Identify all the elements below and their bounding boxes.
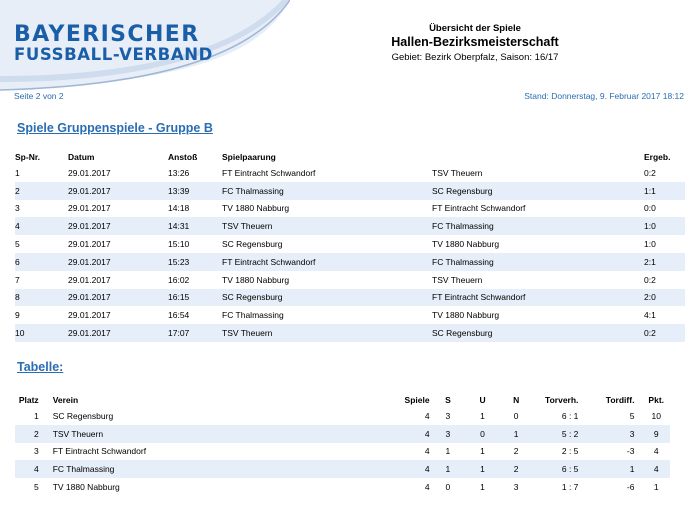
standing-wins: 3 [445,410,451,421]
standing-points: 9 [642,425,670,443]
standing-wins: 1 [430,460,467,478]
standing-draws: 1 [480,410,485,421]
standing-club: TV 1880 Nabburg [52,482,120,493]
game-kickoff: 13:39 [168,182,222,200]
standing-place: 5 [33,482,39,493]
standing-losses: 3 [513,482,519,493]
col-header-date: Datum [68,152,95,162]
game-result: 0:2 [644,324,685,342]
game-result: 1:0 [644,239,656,250]
game-home-team: FT Eintracht Schwandorf [222,253,432,271]
game-kickoff: 14:18 [168,203,190,214]
standing-wins: 1 [445,446,451,457]
standings-section-title: Tabelle: [17,360,64,374]
game-home-team: TSV Theuern [222,324,432,342]
game-kickoff: 17:07 [168,324,222,342]
standing-losses: 0 [513,410,519,421]
page-number: Seite 2 von 2 [14,91,64,101]
game-date: 29.01.2017 [68,203,111,214]
game-date: 29.01.2017 [68,167,111,178]
standing-club: FT Eintracht Schwandorf [52,446,147,457]
col-header-nr: Sp-Nr. [15,152,41,162]
col-header-club: Verein [52,395,79,405]
standing-club: SC Regensburg [52,410,114,421]
standing-diff: 3 [586,425,642,443]
game-result: 2:0 [644,289,685,307]
col-header-kickoff: Anstoß [168,152,198,162]
standing-place: 3 [33,446,39,457]
col-header-result: Ergeb. [644,152,671,162]
standing-losses: 2 [499,460,534,478]
standing-place: 4 [15,460,53,478]
game-away-team: FT Eintracht Schwandorf [432,203,526,214]
standings-table [15,393,670,496]
game-number: 10 [15,324,68,342]
games-table [15,150,685,342]
standing-points: 4 [642,460,670,478]
standing-goals: 5 : 2 [533,425,586,443]
game-kickoff: 16:54 [168,310,190,321]
game-date: 29.01.2017 [68,324,168,342]
standing-games: 4 [424,446,430,457]
game-result: 2:1 [644,253,685,271]
standing-losses: 2 [513,446,519,457]
standing-draws: 1 [466,460,499,478]
standing-club: FC Thalmassing [53,460,374,478]
game-number: 2 [15,182,68,200]
game-away-team: TSV Theuern [432,167,483,178]
game-home-team: SC Regensburg [222,239,283,250]
table-row [15,253,685,271]
game-home-team: SC Regensburg [222,289,432,307]
game-kickoff: 15:23 [168,253,222,271]
game-date: 29.01.2017 [68,289,168,307]
game-kickoff: 14:31 [168,217,222,235]
col-header-pairing-away [432,150,644,164]
standing-diff: -6 [626,482,635,493]
col-header-draws: U [479,395,486,405]
game-result: 0:0 [644,203,656,214]
standing-diff: 1 [586,460,642,478]
logo-text-line1: BAYERISCHER [14,22,200,47]
game-away-team: FC Thalmassing [432,253,644,271]
doc-title-line1: Übersicht der Spiele [429,23,521,34]
standing-diff: -3 [626,446,635,457]
game-result: 0:2 [644,274,656,285]
standing-goals: 1 : 7 [561,482,579,493]
table-row [15,443,670,461]
game-result: 0:2 [644,167,656,178]
standing-draws: 1 [480,446,485,457]
game-number: 6 [15,253,68,271]
game-home-team: FT Eintracht Schwandorf [222,167,316,178]
table-row [15,407,670,425]
table-row [15,200,685,218]
col-header-games: Spiele [404,395,430,405]
game-home-team: TSV Theuern [222,217,432,235]
standing-diff: 5 [629,410,635,421]
game-kickoff: 16:15 [168,289,222,307]
standing-goals: 6 : 5 [533,460,586,478]
standing-draws: 1 [480,482,485,493]
game-date: 29.01.2017 [68,253,168,271]
col-header-losses: N [513,395,520,405]
game-number: 3 [15,203,20,214]
col-header-place: Platz [18,395,39,405]
table-row [15,324,685,342]
logo-text-line2: FUSSBALL-VERBAND [14,45,213,64]
game-date: 29.01.2017 [68,274,111,285]
games-section-title: Spiele Gruppenspiele - Gruppe B [17,121,213,135]
game-home-team: FC Thalmassing [222,310,284,321]
standing-wins: 3 [430,425,467,443]
col-header-pairing: Spielpaarung [222,152,276,162]
standing-goals: 6 : 1 [561,410,579,421]
standing-goals: 2 : 5 [561,446,579,457]
standings-header-row [15,393,670,407]
stand-timestamp: Stand: Donnerstag, 9. Februar 2017 18:12 [524,91,684,101]
table-row [15,271,685,289]
game-result: 1:0 [644,217,685,235]
table-row [15,478,670,496]
game-number: 9 [15,310,20,321]
game-home-team: FC Thalmassing [222,182,432,200]
game-away-team: TSV Theuern [432,274,483,285]
table-row [15,235,685,253]
game-away-team: TV 1880 Nabburg [432,239,500,250]
game-away-team: FT Eintracht Schwandorf [432,289,644,307]
standing-losses: 1 [499,425,534,443]
game-away-team: SC Regensburg [432,324,644,342]
standing-points: 4 [653,446,659,457]
col-header-goals: Torverh. [545,395,579,405]
game-number: 8 [15,289,68,307]
game-home-team: TV 1880 Nabburg [222,274,290,285]
page-header [0,0,700,96]
table-row [15,460,670,478]
game-date: 29.01.2017 [68,310,111,321]
col-header-points: Pkt. [648,395,665,405]
game-number: 7 [15,274,20,285]
game-away-team: FC Thalmassing [432,217,644,235]
game-date: 29.01.2017 [68,182,168,200]
standing-games: 4 [424,482,430,493]
game-number: 4 [15,217,68,235]
standing-draws: 0 [466,425,499,443]
standing-club: TSV Theuern [53,425,374,443]
game-date: 29.01.2017 [68,217,168,235]
game-date: 29.01.2017 [68,239,111,250]
standing-points: 1 [653,482,659,493]
game-kickoff: 16:02 [168,274,190,285]
game-number: 5 [15,239,20,250]
col-header-wins: S [445,395,451,405]
game-result: 1:1 [644,182,685,200]
game-away-team: SC Regensburg [432,182,644,200]
game-away-team: TV 1880 Nabburg [432,310,500,321]
col-header-diff: Tordiff. [605,395,635,405]
standing-place: 1 [33,410,39,421]
table-row [15,164,685,182]
table-row [15,182,685,200]
game-home-team: TV 1880 Nabburg [222,203,290,214]
standing-wins: 0 [445,482,451,493]
game-kickoff: 15:10 [168,239,190,250]
table-row [15,425,670,443]
game-number: 1 [15,167,20,178]
game-result: 4:1 [644,310,656,321]
table-row [15,289,685,307]
doc-title-line2: Hallen-Bezirksmeisterschaft [391,35,559,49]
standing-games: 4 [374,460,430,478]
standing-points: 10 [651,410,661,421]
game-kickoff: 13:26 [168,167,190,178]
standing-place: 2 [15,425,53,443]
standing-games: 4 [374,425,430,443]
standing-games: 4 [424,410,430,421]
doc-title-line3: Gebiet: Bezirk Oberpfalz, Saison: 16/17 [391,52,559,63]
table-row [15,306,685,324]
games-header-row [15,150,685,164]
table-row [15,217,685,235]
